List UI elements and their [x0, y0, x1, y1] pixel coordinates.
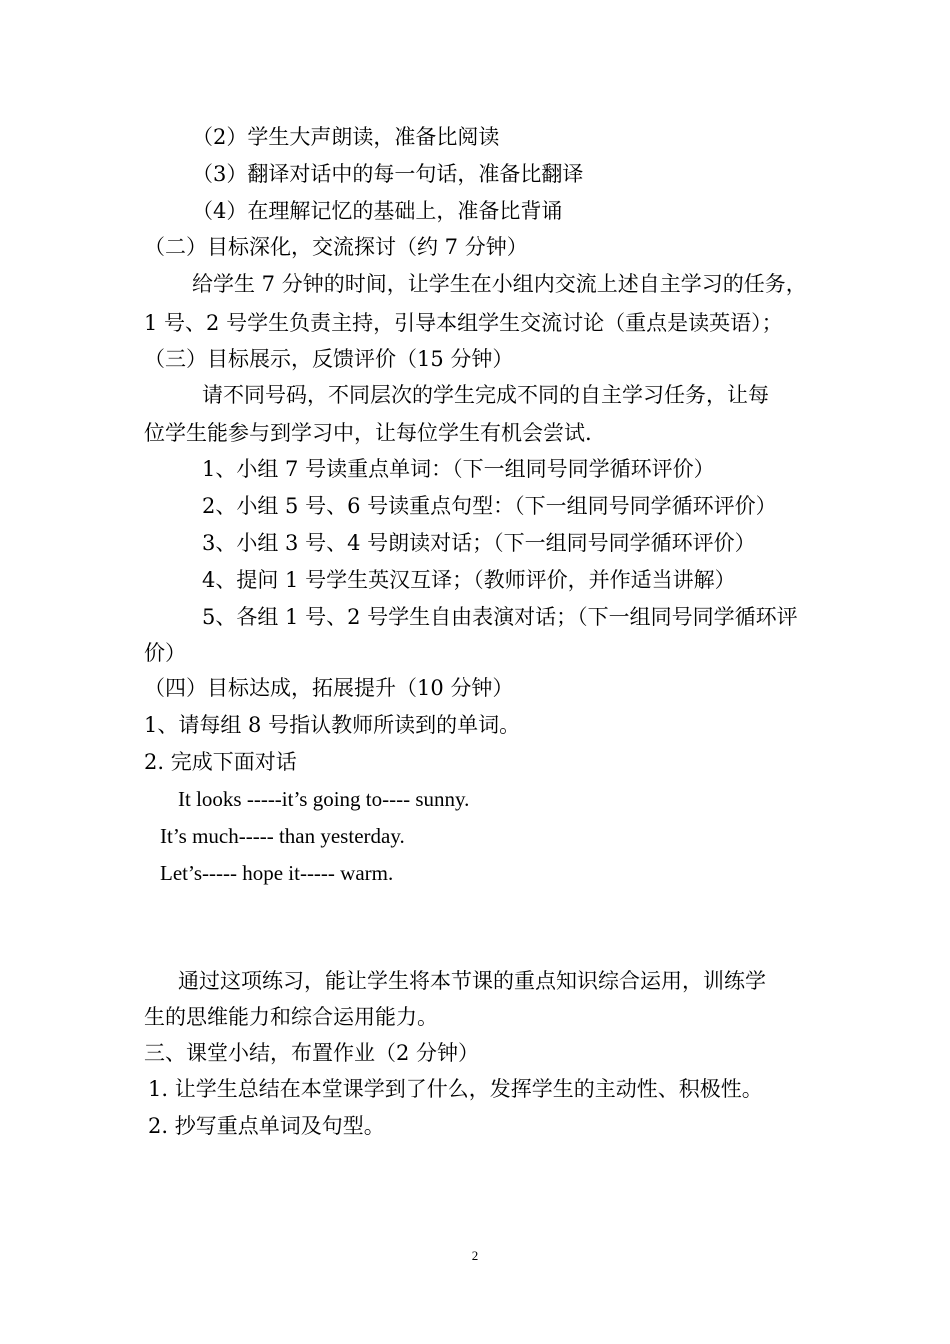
text-line: （3）翻译对话中的每一句话，准备比翻译	[192, 162, 584, 186]
list-item: 2. 完成下面对话	[144, 750, 297, 774]
list-item: 1、小组 7 号读重点单词：（下一组同号同学循环评价）	[202, 457, 715, 481]
exercise-sentence: It’s much----- than yesterday.	[160, 824, 405, 848]
list-item: 5、各组 1 号、2 号学生自由表演对话；（下一组同号同学循环评	[202, 605, 798, 629]
text-line: 1 号、2 号学生负责主持，引导本组学生交流讨论（重点是读英语）；	[144, 311, 783, 335]
list-item: 1、请每组 8 号指认教师所读到的单词。	[144, 713, 521, 737]
text-line: 价）	[144, 641, 186, 665]
text-line: 请不同号码，不同层次的学生完成不同的自主学习任务，让每	[202, 383, 769, 407]
text-line: 给学生 7 分钟的时间，让学生在小组内交流上述自主学习的任务，	[192, 272, 807, 296]
list-item: 3、小组 3 号、4 号朗读对话；（下一组同号同学循环评价）	[202, 531, 756, 555]
section-heading: （二）目标深化，交流探讨（约 7 分钟）	[144, 235, 528, 259]
list-item: 2、小组 5 号、6 号读重点句型：（下一组同号同学循环评价）	[202, 494, 777, 518]
section-heading: （三）目标展示，反馈评价（15 分钟）	[144, 347, 514, 371]
text-line: （2）学生大声朗读，准备比阅读	[192, 125, 500, 149]
section-heading: （四）目标达成，拓展提升（10 分钟）	[144, 676, 514, 700]
exercise-sentence: Let’s----- hope it----- warm.	[160, 861, 394, 885]
text-line: 位学生能参与到学习中，让每位学生有机会尝试.	[144, 421, 592, 445]
list-item: 1. 让学生总结在本堂课学到了什么，发挥学生的主动性、积极性。	[148, 1077, 763, 1101]
section-heading: 三、课堂小结，布置作业（2 分钟）	[144, 1041, 480, 1065]
exercise-sentence: It looks -----it’s going to---- sunny.	[178, 787, 470, 811]
text-line: 生的思维能力和综合运用能力。	[144, 1005, 438, 1029]
list-item: 2. 抄写重点单词及句型。	[148, 1114, 385, 1138]
text-line: （4）在理解记忆的基础上，准备比背诵	[192, 199, 563, 223]
page-number: 2	[471, 1248, 479, 1263]
list-item: 4、提问 1 号学生英汉互译；（教师评价，并作适当讲解）	[202, 568, 736, 592]
text-line: 通过这项练习，能让学生将本节课的重点知识综合运用，训练学	[178, 969, 766, 993]
